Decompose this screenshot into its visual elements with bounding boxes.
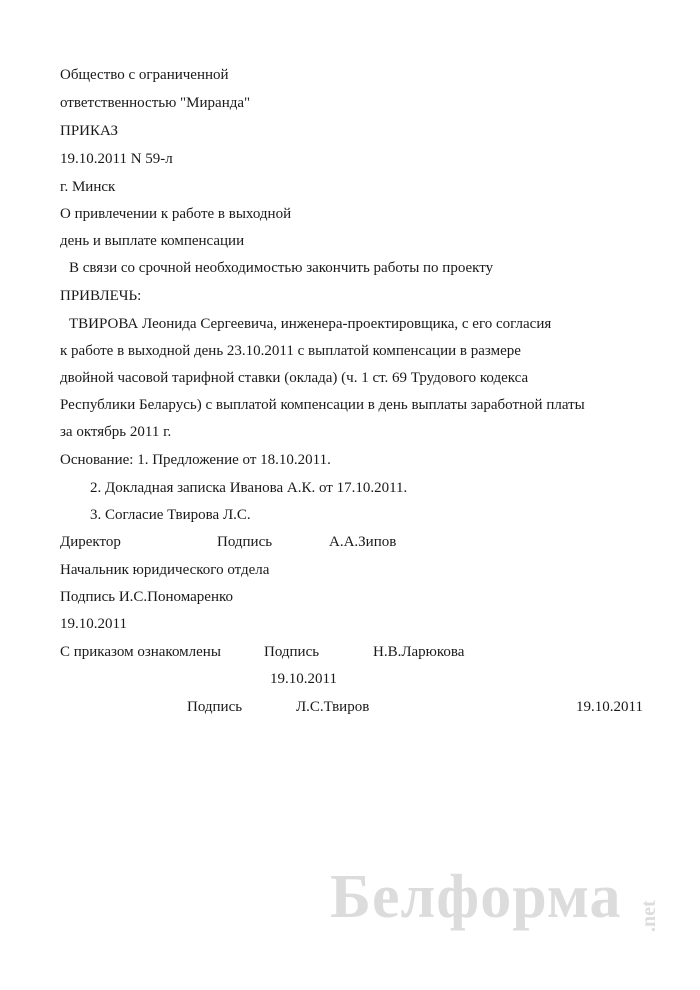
director-signature: Подпись <box>217 534 273 550</box>
subject-line1: О привлечении к работе в выходной <box>60 206 292 222</box>
ack1-signature: Подпись <box>264 644 320 660</box>
basis-item3: 3. Согласие Твирова Л.С. <box>90 507 251 523</box>
basis-item1: Основание: 1. Предложение от 18.10.2011. <box>60 452 331 468</box>
subject-line2: день и выплате компенсации <box>60 233 245 249</box>
doc-date-number: 19.10.2011 N 59-л <box>60 151 173 167</box>
org-name-line1: Общество с ограниченной <box>60 67 229 83</box>
order-word: ПРИВЛЕЧЬ: <box>60 288 142 304</box>
ack1-name: Н.В.Ларюкова <box>373 644 465 660</box>
order-line3: двойной часовой тарифной ставки (оклада) (ч. 1 ст. 69 Трудового кодекса <box>60 370 529 386</box>
ack1-date: 19.10.2011 <box>270 671 337 687</box>
order-line5: за октябрь 2011 г. <box>60 424 172 440</box>
doc-city: г. Минск <box>60 179 116 195</box>
watermark-domain: .net <box>638 900 660 932</box>
order-line2: к работе в выходной день 23.10.2011 с выплатой компенсации в размере <box>60 343 521 359</box>
order-line1: ТВИРОВА Леонида Сергеевича, инженера-проектировщика, с его согласия <box>69 316 552 332</box>
director-title: Директор <box>60 534 121 550</box>
watermark-logo: Белформа <box>330 863 622 931</box>
order-line4: Республики Беларусь) с выплатой компенсации в день выплаты заработной платы <box>60 397 585 413</box>
legal-head-date: 19.10.2011 <box>60 616 127 632</box>
doc-type: ПРИКАЗ <box>60 123 118 139</box>
director-name: А.А.Зипов <box>329 534 397 550</box>
ack2-date: 19.10.2011 <box>576 699 643 715</box>
legal-head-signature: Подпись И.С.Пономаренко <box>60 589 234 605</box>
legal-head-title: Начальник юридического отдела <box>60 562 270 578</box>
org-name-line2: ответственностью "Миранда" <box>60 95 251 111</box>
ack2-name: Л.С.Твиров <box>296 699 370 715</box>
ack2-signature: Подпись <box>187 699 243 715</box>
acknowledged-label: С приказом ознакомлены <box>60 644 221 660</box>
preamble: В связи со срочной необходимостью закончить работы по проекту <box>69 260 494 276</box>
basis-item2: 2. Докладная записка Иванова А.К. от 17.10.2011. <box>90 480 408 496</box>
